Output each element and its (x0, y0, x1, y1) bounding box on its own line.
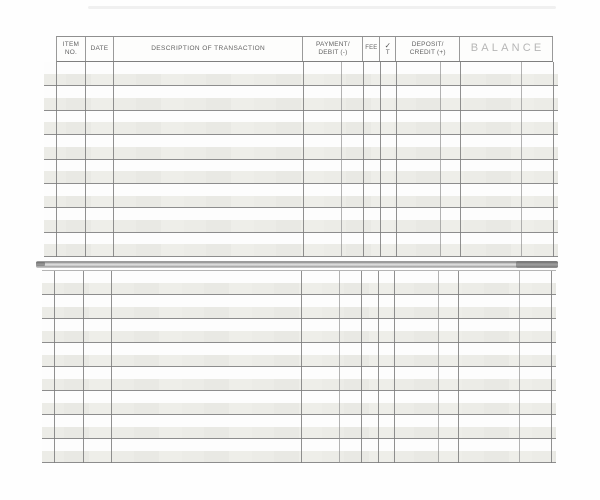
column-divider (363, 62, 364, 257)
column-divider (378, 271, 379, 463)
balance-label: BALANCE (470, 42, 545, 55)
register-rows-bottom-page (42, 270, 556, 463)
row-line-top (44, 208, 558, 220)
row-line-top (42, 391, 556, 403)
column-divider (303, 62, 304, 257)
register-row (42, 439, 556, 463)
column-divider (460, 62, 461, 257)
row-line-bottom (44, 74, 558, 86)
row-line-top (44, 62, 558, 74)
row-line-bottom (44, 220, 558, 232)
register-row (44, 111, 558, 135)
item-no-label-line1: ITEM (62, 41, 80, 49)
fee-label: FEE (365, 45, 378, 52)
register-row (44, 135, 558, 159)
row-line-top (44, 160, 558, 172)
row-line-top (42, 295, 556, 307)
cents-divider (339, 271, 340, 463)
row-line-bottom (44, 171, 558, 183)
column-divider (551, 271, 552, 463)
row-line-top (42, 271, 556, 283)
column-divider (83, 271, 84, 463)
row-line-bottom (42, 403, 556, 415)
cents-divider (438, 271, 439, 463)
register-row (42, 271, 556, 295)
row-line-top (42, 439, 556, 451)
column-divider (54, 271, 55, 463)
column-divider (394, 271, 395, 463)
deposit-label-line1: DEPOSIT/ (411, 41, 444, 49)
column-divider (458, 271, 459, 463)
row-line-top (42, 343, 556, 355)
column-header-payment-debit (303, 37, 363, 61)
row-line-bottom (42, 355, 556, 367)
row-line-top (44, 135, 558, 147)
column-divider (111, 271, 112, 463)
row-line-top (44, 233, 558, 245)
register-row (42, 319, 556, 343)
register-header-row (56, 36, 553, 62)
item-no-label-line2: NO. (64, 49, 78, 56)
row-line-bottom (44, 196, 558, 208)
column-divider (361, 271, 362, 463)
row-line-top (44, 111, 558, 123)
cents-divider (521, 62, 522, 257)
register-rows-top-page (44, 62, 558, 257)
cents-divider (519, 271, 520, 463)
cleared-label-t: T (385, 48, 390, 56)
column-header-cleared (380, 37, 396, 61)
row-line-bottom (42, 451, 556, 463)
row-line-top (44, 86, 558, 98)
column-header-description (114, 37, 304, 61)
register-row (44, 208, 558, 232)
register-row (42, 415, 556, 439)
row-line-top (42, 415, 556, 427)
column-header-date (86, 37, 114, 61)
column-header-deposit-credit (396, 37, 460, 61)
row-line-bottom (42, 307, 556, 319)
column-divider (380, 62, 381, 257)
page-edge-artifact (88, 6, 556, 9)
register-row (44, 184, 558, 208)
register-row (42, 343, 556, 367)
row-line-bottom (44, 147, 558, 159)
register-row (42, 295, 556, 319)
register-row (44, 233, 558, 257)
deposit-label-line2: CREDIT (+) (409, 49, 446, 56)
row-line-top (44, 184, 558, 196)
cents-divider (341, 62, 342, 257)
column-divider (396, 62, 397, 257)
row-line-bottom (44, 98, 558, 110)
payment-label-line1: PAYMENT/ (315, 41, 350, 49)
row-line-bottom (42, 283, 556, 295)
register-row (44, 62, 558, 86)
register-row (44, 160, 558, 184)
column-header-fee (363, 37, 380, 61)
row-line-top (42, 367, 556, 379)
row-line-top (42, 319, 556, 331)
register-row (42, 391, 556, 415)
checkmark-icon: ✓ (384, 41, 392, 50)
column-divider (553, 62, 554, 257)
date-label: DATE (90, 45, 109, 53)
cents-divider (440, 62, 441, 257)
row-line-bottom (42, 379, 556, 391)
register-row (42, 367, 556, 391)
row-line-bottom (42, 331, 556, 343)
row-line-bottom (44, 244, 558, 256)
row-line-bottom (44, 122, 558, 134)
column-divider (56, 62, 57, 257)
description-label: DESCRIPTION OF TRANSACTION (151, 45, 266, 53)
column-header-item-no (57, 37, 86, 61)
payment-label-line2: DEBIT (-) (318, 49, 348, 56)
column-divider (85, 62, 86, 257)
column-header-balance (460, 37, 553, 61)
row-line-bottom (42, 427, 556, 439)
column-divider (301, 271, 302, 463)
column-divider (113, 62, 114, 257)
register-row (44, 86, 558, 110)
binding-divider (36, 261, 558, 268)
